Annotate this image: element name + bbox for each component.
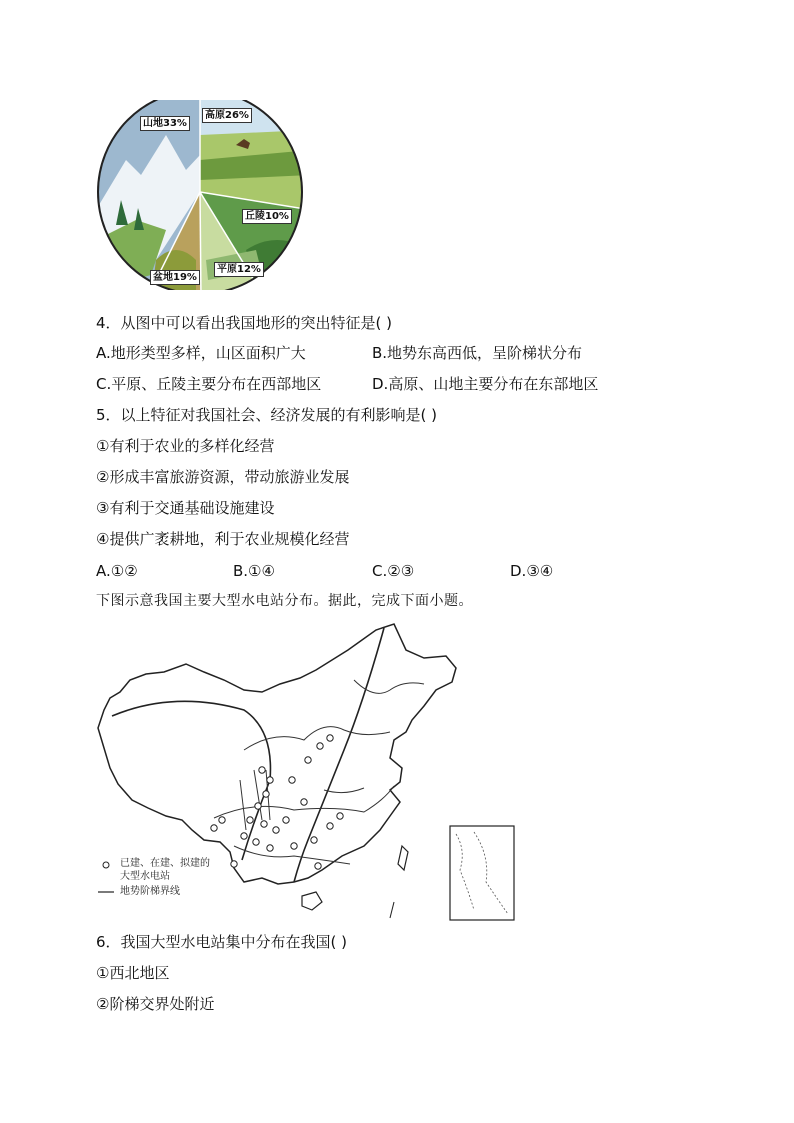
station-marker (259, 767, 265, 773)
terrain-pie-chart (96, 100, 306, 290)
station-marker (327, 735, 333, 741)
station-marker (317, 743, 323, 749)
station-marker (241, 833, 247, 839)
q5-option-c[interactable]: C.②③ (372, 562, 415, 580)
legend-station-label-1: 已建、在建、拟建的 (120, 858, 210, 869)
q5-item-3: ③有利于交通基础设施建设 (96, 499, 275, 517)
station-marker (301, 799, 307, 805)
figure-intro: 下图示意我国主要大型水电站分布。据此，完成下面小题。 (96, 593, 473, 609)
q6-item-2: ②阶梯交界处附近 (96, 995, 215, 1013)
hydropower-map-figure (94, 620, 524, 922)
mountain-label: 山地33% (140, 116, 190, 131)
china-outline (98, 624, 456, 884)
q5-option-b[interactable]: B.①④ (233, 562, 275, 580)
q5-option-a[interactable]: A.①② (96, 562, 138, 580)
q4-option-b[interactable]: B.地势东高西低，呈阶梯状分布 (372, 344, 583, 362)
legend-boundary-label: 地势阶梯界线 (120, 886, 180, 897)
station-marker (219, 817, 225, 823)
station-marker (311, 837, 317, 843)
legend-station-label-2: 大型水电站 (120, 871, 170, 882)
plain-label: 平原12% (214, 262, 264, 277)
station-marker (267, 845, 273, 851)
q4-stem: 4．从图中可以看出我国地形的突出特征是( ) (96, 314, 393, 332)
q4-option-a[interactable]: A.地形类型多样，山区面积广大 (96, 344, 306, 362)
q4-option-c[interactable]: C.平原、丘陵主要分布在西部地区 (96, 375, 322, 393)
q4-option-d[interactable]: D.高原、山地主要分布在东部地区 (372, 375, 599, 393)
station-marker (231, 861, 237, 867)
q6-stem: 6．我国大型水电站集中分布在我国( ) (96, 933, 348, 951)
station-marker (291, 843, 297, 849)
taiwan-island (398, 846, 408, 870)
station-marker (253, 839, 259, 845)
station-marker (247, 817, 253, 823)
q6-item-1: ①西北地区 (96, 964, 170, 982)
q5-item-2: ②形成丰富旅游资源，带动旅游业发展 (96, 468, 350, 486)
legend-station-icon (103, 862, 109, 868)
station-marker (283, 817, 289, 823)
station-marker (315, 863, 321, 869)
q5-item-4: ④提供广袤耕地，利于农业规模化经营 (96, 530, 350, 548)
station-marker (211, 825, 217, 831)
station-marker (327, 823, 333, 829)
station-marker (273, 827, 279, 833)
station-marker (263, 791, 269, 797)
terrain-pie-figure (96, 100, 306, 290)
basin-label: 盆地19% (150, 270, 200, 285)
station-marker (255, 803, 261, 809)
station-marker (305, 757, 311, 763)
q5-stem: 5．以上特征对我国社会、经济发展的有利影响是( ) (96, 406, 438, 424)
station-marker (261, 821, 267, 827)
station-marker (289, 777, 295, 783)
q5-option-d[interactable]: D.③④ (510, 562, 554, 580)
station-marker (267, 777, 273, 783)
hainan-island (302, 892, 322, 910)
plateau-label: 高原26% (202, 108, 252, 123)
hills-label: 丘陵10% (242, 209, 292, 224)
station-marker (337, 813, 343, 819)
q5-item-1: ①有利于农业的多样化经营 (96, 437, 275, 455)
south-china-sea-inset (450, 826, 514, 920)
